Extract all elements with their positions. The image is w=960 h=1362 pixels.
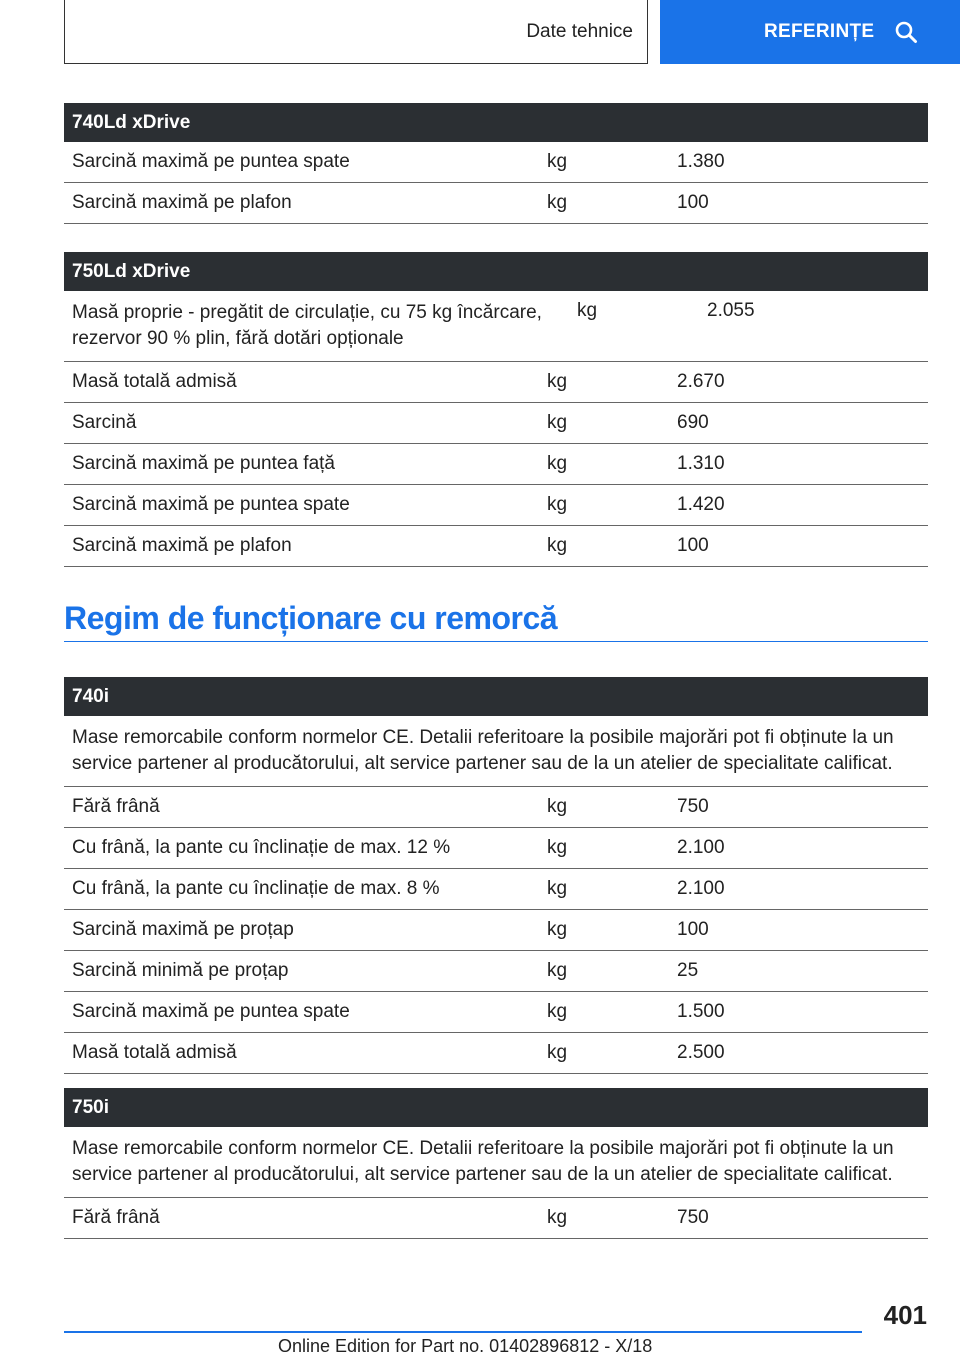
row-label: Masă proprie - pregătit de circulație, cu 75 kg încărcare, rezervor 90 % plin, fără dotări opționale xyxy=(72,302,542,349)
table-row xyxy=(64,291,928,362)
table-row xyxy=(64,828,928,869)
row-label: Sarcină maximă pe plafon xyxy=(72,535,292,556)
row-unit: kg xyxy=(547,837,568,858)
row-label: Sarcină maximă pe proțap xyxy=(72,919,294,940)
row-unit: kg xyxy=(547,1042,568,1063)
row-unit: kg xyxy=(547,192,568,213)
references-button[interactable] xyxy=(660,0,960,64)
row-unit: kg xyxy=(547,878,568,899)
footer-edition-text: Online Edition for Part no. 01402896812 - X/18 xyxy=(278,1336,653,1356)
table-row xyxy=(64,992,928,1033)
row-label: Sarcină maximă pe puntea spate xyxy=(72,1001,350,1022)
row-label: Sarcină maximă pe puntea spate xyxy=(72,494,350,515)
table-740ld xyxy=(64,103,928,224)
table-note: Mase remorcabile conform normelor CE. Detalii referitoare la posibile majorări pot fi obținute la un service partener al producătorului, alt service partener sau de la un atelier de specialitate calificat. xyxy=(64,1127,928,1198)
table-750i-trailer xyxy=(64,1088,928,1239)
table-row xyxy=(64,183,928,224)
row-value: 100 xyxy=(677,919,709,940)
row-unit: kg xyxy=(547,453,568,474)
row-label: Sarcină maximă pe puntea față xyxy=(72,453,335,474)
table-title: 750i xyxy=(64,1088,928,1127)
search-icon[interactable] xyxy=(894,20,918,44)
row-label: Sarcină maximă pe puntea spate xyxy=(72,151,350,172)
table-row xyxy=(64,362,928,403)
row-unit: kg xyxy=(547,151,568,172)
table-title: 740i xyxy=(64,677,928,716)
row-value: 750 xyxy=(677,1207,709,1228)
row-label: Fără frână xyxy=(72,1207,160,1228)
table-title: 740Ld xDrive xyxy=(64,103,928,142)
references-label: REFERINȚE xyxy=(764,21,875,42)
row-value: 690 xyxy=(677,412,709,433)
row-value: 2.055 xyxy=(707,300,755,321)
row-label: Sarcină xyxy=(72,412,137,433)
row-value: 1.310 xyxy=(677,453,725,474)
row-label: Cu frână, la pante cu înclinație de max. 8 % xyxy=(72,878,440,899)
row-value: 1.500 xyxy=(677,1001,725,1022)
table-row xyxy=(64,485,928,526)
table-row xyxy=(64,526,928,567)
row-value: 2.500 xyxy=(677,1042,725,1063)
row-label: Masă totală admisă xyxy=(72,1042,237,1063)
table-row xyxy=(64,910,928,951)
row-unit: kg xyxy=(547,1001,568,1022)
row-unit: kg xyxy=(547,535,568,556)
row-unit: kg xyxy=(577,300,598,321)
section-label: Date tehnice xyxy=(526,20,633,42)
table-note: Mase remorcabile conform normelor CE. Detalii referitoare la posibile majorări pot fi obținute la un service partener al producătorului, alt service partener sau de la un atelier de specialitate calificat. xyxy=(64,716,928,787)
table-row xyxy=(64,403,928,444)
row-unit: kg xyxy=(547,960,568,981)
page-number: 401 xyxy=(883,1300,927,1330)
table-row xyxy=(64,869,928,910)
row-unit: kg xyxy=(547,796,568,817)
row-value: 1.380 xyxy=(677,151,725,172)
table-row xyxy=(64,951,928,992)
table-750ld xyxy=(64,252,928,567)
row-value: 2.670 xyxy=(677,371,725,392)
table-row xyxy=(64,1033,928,1074)
row-value: 100 xyxy=(677,192,709,213)
table-row xyxy=(64,142,928,183)
row-label: Masă totală admisă xyxy=(72,371,237,392)
row-unit: kg xyxy=(547,494,568,515)
table-row xyxy=(64,1198,928,1239)
row-label: Fără frână xyxy=(72,796,160,817)
table-row xyxy=(64,787,928,828)
row-unit: kg xyxy=(547,412,568,433)
section-tab[interactable] xyxy=(64,0,648,64)
footer-divider xyxy=(64,1331,862,1333)
row-unit: kg xyxy=(547,371,568,392)
section-title: Regim de funcționare cu remorcă xyxy=(64,600,928,642)
table-740i-trailer xyxy=(64,677,928,1074)
table-row xyxy=(64,444,928,485)
row-unit: kg xyxy=(547,919,568,940)
row-value: 750 xyxy=(677,796,709,817)
row-unit: kg xyxy=(547,1207,568,1228)
row-value: 1.420 xyxy=(677,494,725,515)
row-value: 100 xyxy=(677,535,709,556)
row-value: 2.100 xyxy=(677,837,725,858)
row-label: Sarcină minimă pe proțap xyxy=(72,960,289,981)
row-value: 2.100 xyxy=(677,878,725,899)
table-title: 750Ld xDrive xyxy=(64,252,928,291)
row-label: Cu frână, la pante cu înclinație de max. 12 % xyxy=(72,837,451,858)
row-label: Sarcină maximă pe plafon xyxy=(72,192,292,213)
row-value: 25 xyxy=(677,960,699,981)
